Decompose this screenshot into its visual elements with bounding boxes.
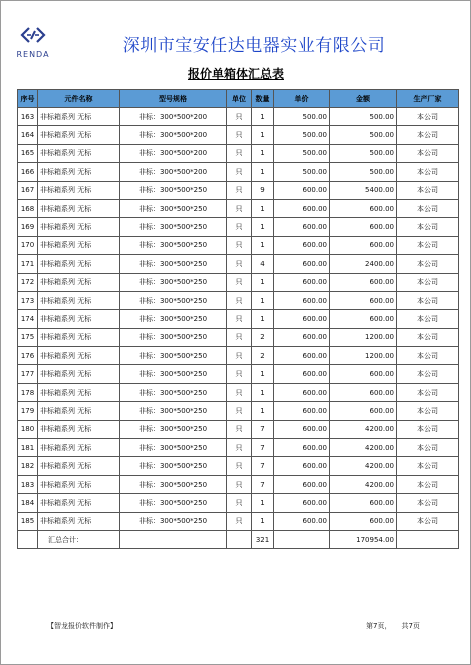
row-price: 600.00 [274, 181, 330, 199]
row-maker: 本公司 [397, 126, 459, 144]
row-amount: 500.00 [330, 144, 397, 162]
page-number: 第7页， [366, 622, 392, 630]
company-name: 深圳市宝安任达电器实业有限公司 [122, 36, 386, 56]
row-name: 非标箱系列 无标 [38, 365, 120, 383]
row-amount: 4200.00 [330, 439, 397, 457]
row-qty: 7 [252, 457, 274, 475]
row-name: 非标箱系列 无标 [38, 310, 120, 328]
row-unit: 只 [227, 273, 252, 291]
row-spec: 非标：300*500*250 [120, 475, 227, 493]
row-amount: 500.00 [330, 163, 397, 181]
row-qty: 4 [252, 255, 274, 273]
row-name: 非标箱系列 无标 [38, 291, 120, 309]
row-amount: 600.00 [330, 402, 397, 420]
table-row [18, 383, 459, 401]
row-qty: 7 [252, 439, 274, 457]
row-price: 500.00 [274, 144, 330, 162]
table-row [18, 255, 459, 273]
row-maker: 本公司 [397, 236, 459, 254]
total-row [18, 530, 459, 548]
row-name: 非标箱系列 无标 [38, 383, 120, 401]
total-amount: 170954.00 [330, 530, 397, 548]
row-price: 600.00 [274, 439, 330, 457]
row-price: 600.00 [274, 475, 330, 493]
table-row [18, 475, 459, 493]
row-name: 非标箱系列 无标 [38, 163, 120, 181]
row-price: 600.00 [274, 236, 330, 254]
table-row [18, 236, 459, 254]
row-amount: 600.00 [330, 512, 397, 530]
row-amount: 4200.00 [330, 420, 397, 438]
row-spec: 非标：300*500*250 [120, 457, 227, 475]
row-amount: 600.00 [330, 383, 397, 401]
row-qty: 2 [252, 328, 274, 346]
row-no: 172 [18, 273, 38, 291]
row-maker: 本公司 [397, 144, 459, 162]
row-spec: 非标：300*500*200 [120, 144, 227, 162]
table-row [18, 291, 459, 309]
row-spec: 非标：300*500*250 [120, 181, 227, 199]
row-name: 非标箱系列 无标 [38, 439, 120, 457]
document-title: 报价单箱体汇总表 [187, 67, 284, 81]
row-unit: 只 [227, 475, 252, 493]
row-spec: 非标：300*500*200 [120, 126, 227, 144]
row-spec: 非标：300*500*200 [120, 163, 227, 181]
total-label: 汇总合计： [38, 530, 120, 548]
row-spec: 非标：300*500*250 [120, 255, 227, 273]
row-no: 177 [18, 365, 38, 383]
total-cell-blank [18, 530, 38, 548]
row-amount: 500.00 [330, 108, 397, 126]
row-maker: 本公司 [397, 310, 459, 328]
table-row [18, 273, 459, 291]
total-cell-blank [397, 530, 459, 548]
row-amount: 4200.00 [330, 457, 397, 475]
row-qty: 7 [252, 475, 274, 493]
row-unit: 只 [227, 402, 252, 420]
row-spec: 非标：300*500*250 [120, 420, 227, 438]
row-no: 184 [18, 494, 38, 512]
row-name: 非标箱系列 无标 [38, 218, 120, 236]
total-cell-blank [120, 530, 227, 548]
row-unit: 只 [227, 347, 252, 365]
row-amount: 600.00 [330, 199, 397, 217]
row-unit: 只 [227, 328, 252, 346]
row-name: 非标箱系列 无标 [38, 108, 120, 126]
row-unit: 只 [227, 365, 252, 383]
table-row [18, 218, 459, 236]
row-maker: 本公司 [397, 457, 459, 475]
row-maker: 本公司 [397, 475, 459, 493]
table-row [18, 347, 459, 365]
row-maker: 本公司 [397, 255, 459, 273]
company-logo [11, 25, 55, 65]
row-maker: 本公司 [397, 512, 459, 530]
row-unit: 只 [227, 420, 252, 438]
row-maker: 本公司 [397, 365, 459, 383]
row-spec: 非标：300*500*250 [120, 365, 227, 383]
table-row [18, 365, 459, 383]
total-cell-blank [274, 530, 330, 548]
row-amount: 600.00 [330, 236, 397, 254]
row-spec: 非标：300*500*250 [120, 439, 227, 457]
row-no: 181 [18, 439, 38, 457]
row-unit: 只 [227, 218, 252, 236]
table-row [18, 144, 459, 162]
row-unit: 只 [227, 126, 252, 144]
row-qty: 9 [252, 181, 274, 199]
software-credit: 【智龙报价软件制作】 [47, 622, 117, 630]
row-no: 178 [18, 383, 38, 401]
row-maker: 本公司 [397, 494, 459, 512]
row-price: 600.00 [274, 383, 330, 401]
table-row [18, 108, 459, 126]
row-spec: 非标：300*500*250 [120, 328, 227, 346]
row-maker: 本公司 [397, 328, 459, 346]
row-spec: 非标：300*500*250 [120, 199, 227, 217]
row-maker: 本公司 [397, 108, 459, 126]
row-qty: 1 [252, 163, 274, 181]
row-spec: 非标：300*500*250 [120, 218, 227, 236]
row-name: 非标箱系列 无标 [38, 126, 120, 144]
row-price: 600.00 [274, 328, 330, 346]
row-price: 600.00 [274, 457, 330, 475]
row-unit: 只 [227, 144, 252, 162]
row-spec: 非标：300*500*250 [120, 236, 227, 254]
row-unit: 只 [227, 163, 252, 181]
col-header-maker: 生产厂家 [397, 90, 459, 108]
col-header-amount: 金额 [330, 90, 397, 108]
row-qty: 1 [252, 310, 274, 328]
row-amount: 600.00 [330, 218, 397, 236]
row-no: 180 [18, 420, 38, 438]
row-spec: 非标：300*500*250 [120, 310, 227, 328]
table-row [18, 328, 459, 346]
row-amount: 4200.00 [330, 475, 397, 493]
row-unit: 只 [227, 291, 252, 309]
row-qty: 1 [252, 512, 274, 530]
row-no: 163 [18, 108, 38, 126]
row-spec: 非标：300*500*250 [120, 494, 227, 512]
row-name: 非标箱系列 无标 [38, 457, 120, 475]
row-no: 183 [18, 475, 38, 493]
row-unit: 只 [227, 310, 252, 328]
row-unit: 只 [227, 108, 252, 126]
row-no: 176 [18, 347, 38, 365]
row-no: 185 [18, 512, 38, 530]
row-price: 600.00 [274, 494, 330, 512]
row-price: 600.00 [274, 512, 330, 530]
row-name: 非标箱系列 无标 [38, 494, 120, 512]
row-unit: 只 [227, 494, 252, 512]
row-qty: 1 [252, 236, 274, 254]
renda-logo-icon [18, 25, 48, 45]
row-spec: 非标：300*500*250 [120, 273, 227, 291]
row-name: 非标箱系列 无标 [38, 475, 120, 493]
row-unit: 只 [227, 457, 252, 475]
row-no: 166 [18, 163, 38, 181]
row-price: 600.00 [274, 402, 330, 420]
row-qty: 1 [252, 402, 274, 420]
row-unit: 只 [227, 255, 252, 273]
row-maker: 本公司 [397, 273, 459, 291]
row-price: 600.00 [274, 255, 330, 273]
page-indicator [366, 621, 420, 631]
col-header-qty: 数量 [252, 90, 274, 108]
row-qty: 7 [252, 420, 274, 438]
row-amount: 600.00 [330, 365, 397, 383]
row-amount: 600.00 [330, 310, 397, 328]
row-amount: 600.00 [330, 273, 397, 291]
row-price: 600.00 [274, 347, 330, 365]
col-header-unit: 单位 [227, 90, 252, 108]
row-no: 182 [18, 457, 38, 475]
row-spec: 非标：300*500*250 [120, 347, 227, 365]
row-price: 500.00 [274, 163, 330, 181]
row-no: 171 [18, 255, 38, 273]
total-qty: 321 [252, 530, 274, 548]
page-total: 共7页 [401, 622, 420, 630]
row-unit: 只 [227, 439, 252, 457]
table-row [18, 494, 459, 512]
row-maker: 本公司 [397, 181, 459, 199]
row-amount: 2400.00 [330, 255, 397, 273]
row-qty: 1 [252, 199, 274, 217]
row-price: 600.00 [274, 273, 330, 291]
row-spec: 非标：300*500*250 [120, 512, 227, 530]
row-maker: 本公司 [397, 199, 459, 217]
quote-table [17, 89, 459, 549]
row-qty: 1 [252, 494, 274, 512]
row-unit: 只 [227, 383, 252, 401]
row-name: 非标箱系列 无标 [38, 273, 120, 291]
row-maker: 本公司 [397, 291, 459, 309]
row-no: 170 [18, 236, 38, 254]
row-name: 非标箱系列 无标 [38, 347, 120, 365]
row-amount: 5400.00 [330, 181, 397, 199]
row-spec: 非标：300*500*250 [120, 291, 227, 309]
row-qty: 1 [252, 108, 274, 126]
row-no: 179 [18, 402, 38, 420]
row-name: 非标箱系列 无标 [38, 181, 120, 199]
row-amount: 1200.00 [330, 347, 397, 365]
row-qty: 1 [252, 291, 274, 309]
row-price: 600.00 [274, 199, 330, 217]
table-row [18, 457, 459, 475]
row-maker: 本公司 [397, 163, 459, 181]
row-name: 非标箱系列 无标 [38, 236, 120, 254]
table-row [18, 126, 459, 144]
row-price: 600.00 [274, 218, 330, 236]
row-maker: 本公司 [397, 218, 459, 236]
row-qty: 1 [252, 126, 274, 144]
row-unit: 只 [227, 199, 252, 217]
row-spec: 非标：300*500*250 [120, 383, 227, 401]
row-name: 非标箱系列 无标 [38, 199, 120, 217]
row-qty: 1 [252, 218, 274, 236]
row-name: 非标箱系列 无标 [38, 144, 120, 162]
table-row [18, 310, 459, 328]
row-amount: 1200.00 [330, 328, 397, 346]
row-price: 500.00 [274, 108, 330, 126]
row-name: 非标箱系列 无标 [38, 420, 120, 438]
row-amount: 500.00 [330, 126, 397, 144]
row-name: 非标箱系列 无标 [38, 328, 120, 346]
row-price: 500.00 [274, 126, 330, 144]
row-price: 600.00 [274, 420, 330, 438]
row-qty: 1 [252, 144, 274, 162]
row-price: 600.00 [274, 310, 330, 328]
row-no: 175 [18, 328, 38, 346]
row-maker: 本公司 [397, 420, 459, 438]
col-header-price: 单价 [274, 90, 330, 108]
table-row [18, 512, 459, 530]
col-header-name: 元件名称 [38, 90, 120, 108]
row-name: 非标箱系列 无标 [38, 255, 120, 273]
row-unit: 只 [227, 512, 252, 530]
row-maker: 本公司 [397, 439, 459, 457]
row-unit: 只 [227, 236, 252, 254]
col-header-no: 序号 [18, 90, 38, 108]
row-maker: 本公司 [397, 402, 459, 420]
row-no: 167 [18, 181, 38, 199]
table-row [18, 402, 459, 420]
total-cell-blank [227, 530, 252, 548]
row-no: 174 [18, 310, 38, 328]
row-no: 169 [18, 218, 38, 236]
row-qty: 1 [252, 365, 274, 383]
row-unit: 只 [227, 181, 252, 199]
row-price: 600.00 [274, 365, 330, 383]
row-maker: 本公司 [397, 347, 459, 365]
row-no: 173 [18, 291, 38, 309]
row-spec: 非标：300*500*200 [120, 108, 227, 126]
row-amount: 600.00 [330, 291, 397, 309]
col-header-spec: 型号规格 [120, 90, 227, 108]
table-row [18, 199, 459, 217]
row-maker: 本公司 [397, 383, 459, 401]
row-qty: 2 [252, 347, 274, 365]
table-row [18, 439, 459, 457]
row-no: 164 [18, 126, 38, 144]
table-row [18, 181, 459, 199]
table-body [18, 108, 459, 531]
table-row [18, 163, 459, 181]
table-header-row [18, 90, 459, 108]
logo-text: RENDA [16, 50, 50, 59]
row-no: 168 [18, 199, 38, 217]
row-price: 600.00 [274, 291, 330, 309]
row-spec: 非标：300*500*250 [120, 402, 227, 420]
row-name: 非标箱系列 无标 [38, 512, 120, 530]
row-qty: 1 [252, 273, 274, 291]
row-amount: 600.00 [330, 494, 397, 512]
row-no: 165 [18, 144, 38, 162]
row-name: 非标箱系列 无标 [38, 402, 120, 420]
row-qty: 1 [252, 383, 274, 401]
table-row [18, 420, 459, 438]
